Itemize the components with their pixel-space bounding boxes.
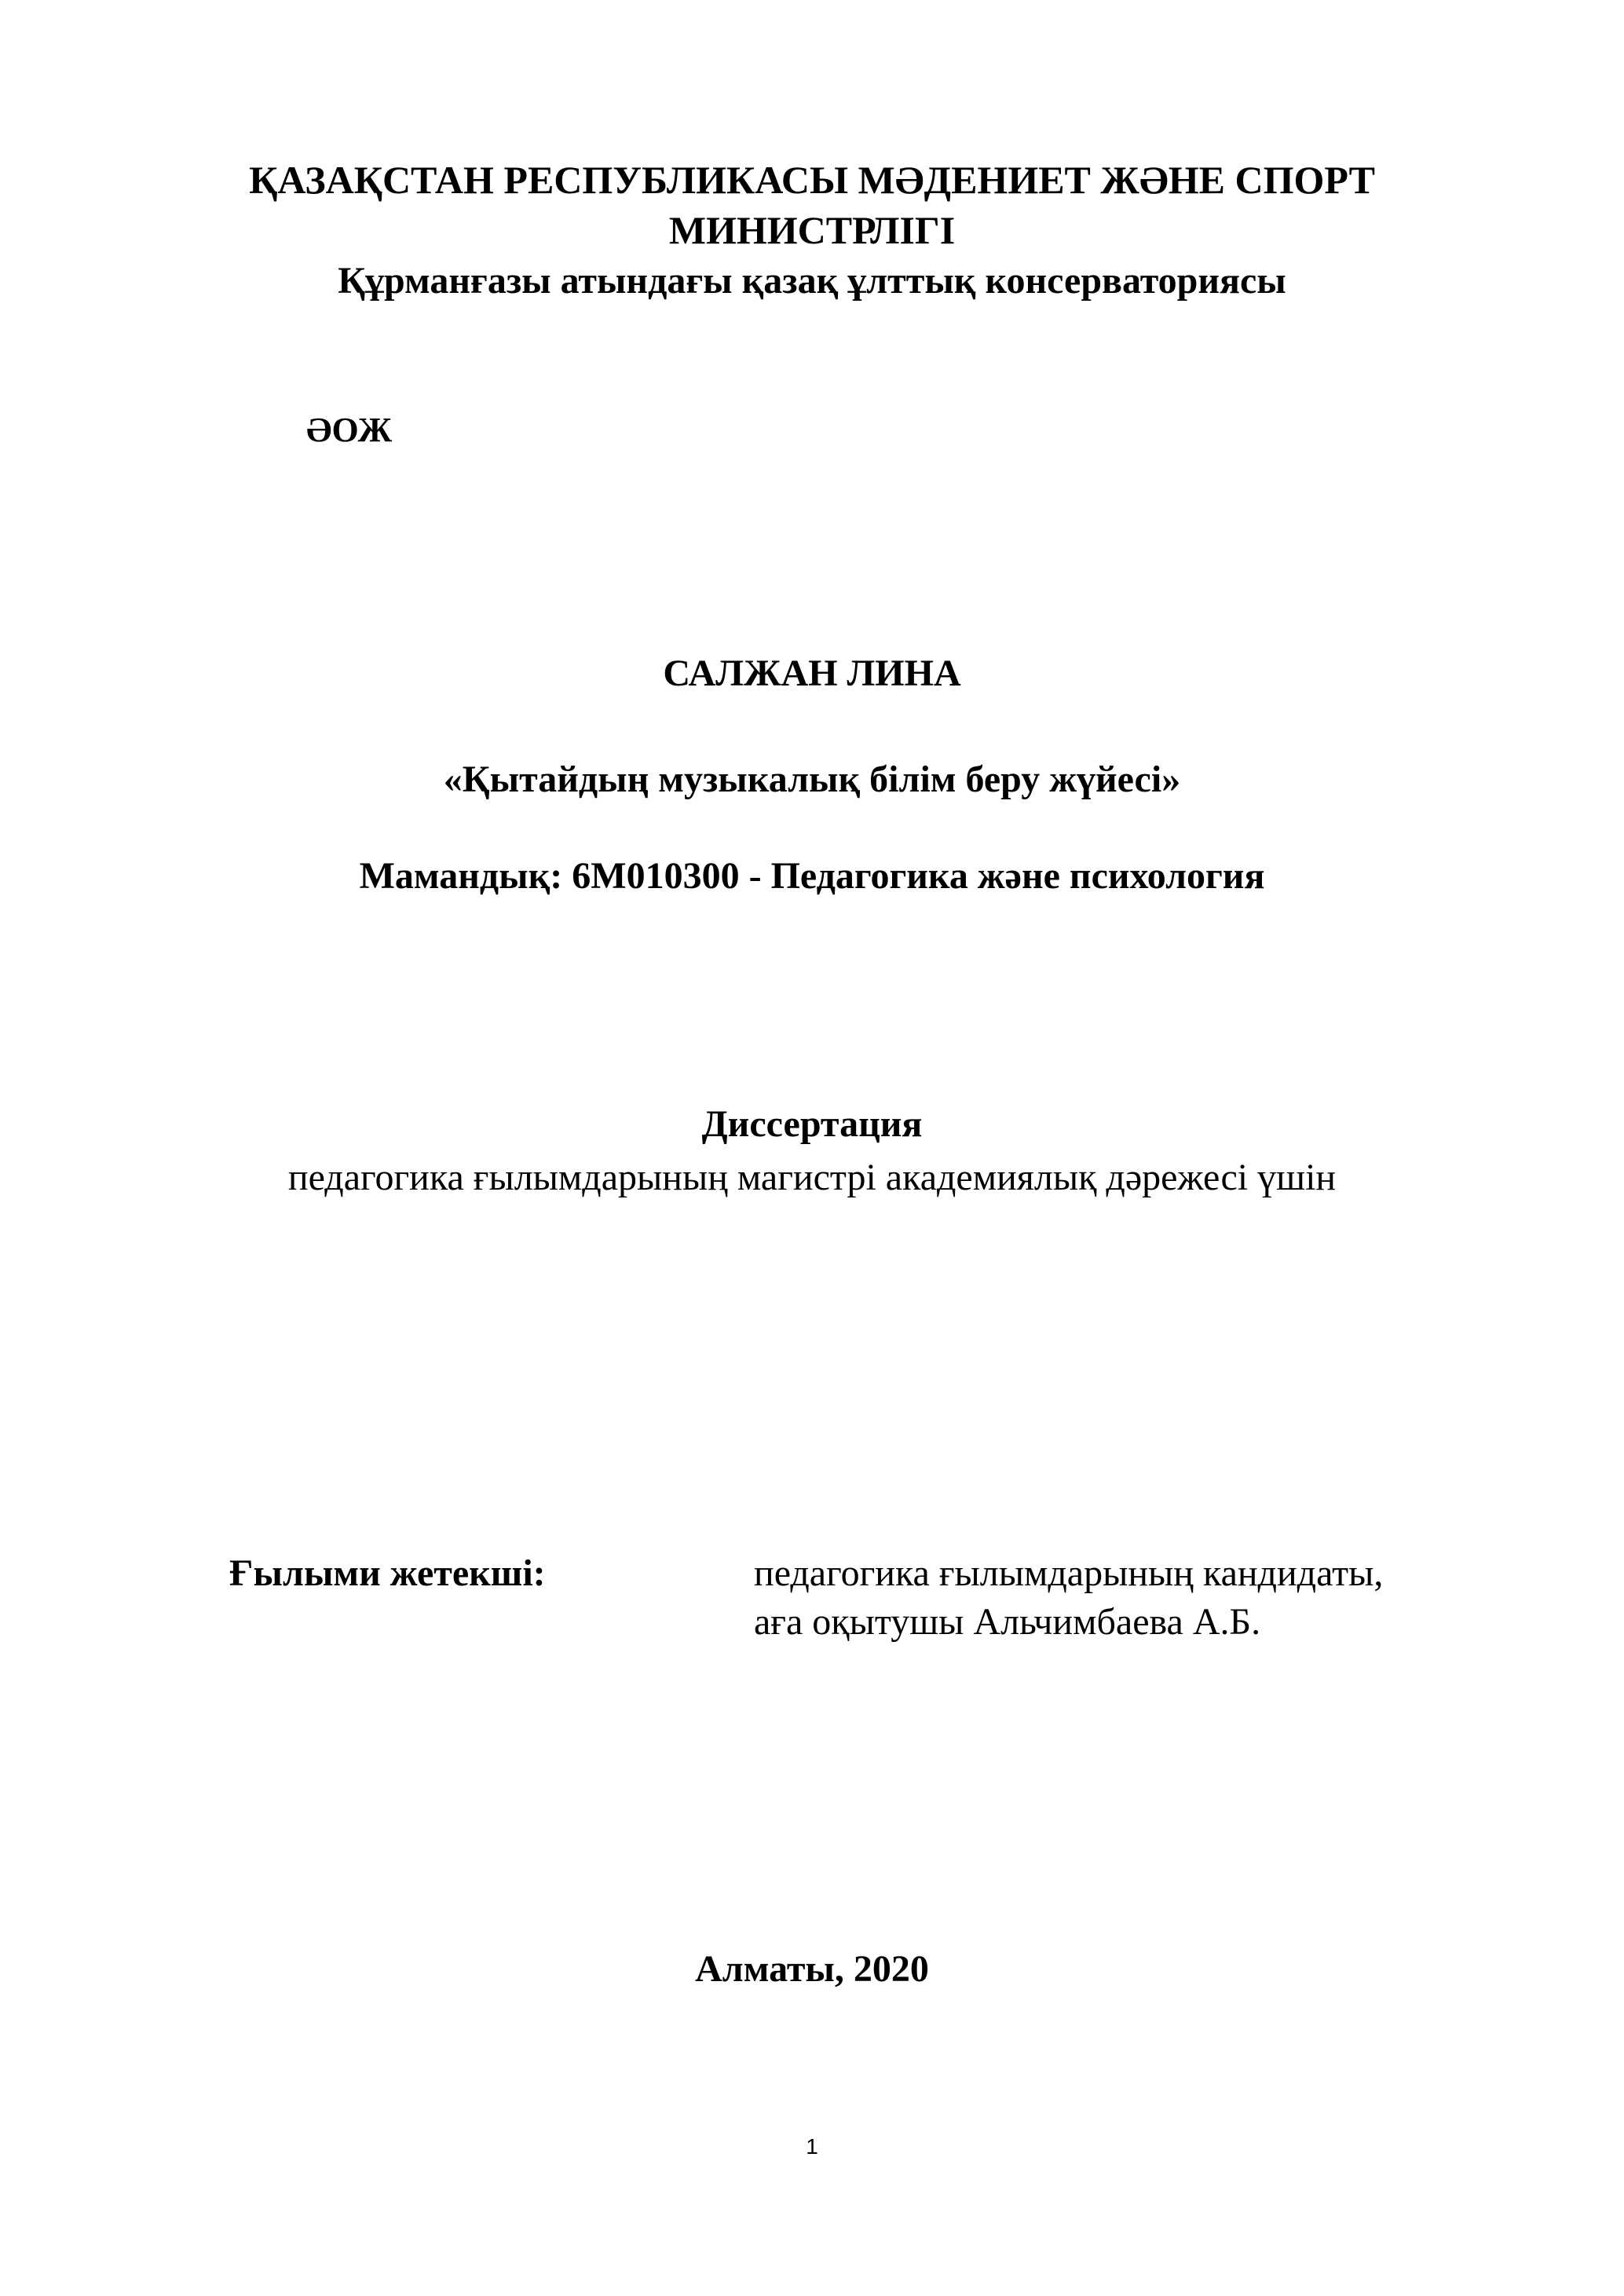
place-year: Алматы, 2020 [695, 1948, 929, 1990]
supervisor-title: педагогика ғылымдарының кандидаты, [754, 1552, 1384, 1594]
work-type: Диссертация [701, 1103, 923, 1145]
ministry-name-line2: МИНИСТРЛІГІ [668, 208, 956, 252]
thesis-title: «Қытайдың музыкалық білім беру жүйесі» [443, 759, 1181, 800]
supervisor-name: аға оқытушы Альчимбаева А.Б. [754, 1601, 1261, 1643]
udk-label: ӘОЖ [306, 411, 393, 449]
institution-name: Құрманғазы атындағы қазақ ұлттық консерваториясы [338, 260, 1286, 302]
page-number: 1 [806, 2134, 818, 2159]
specialty: Мамандық: 6М010300 - Педагогика және психология [359, 855, 1265, 897]
degree-description: педагогика ғылымдарының магистрі академиялық дәрежесі үшін [287, 1157, 1337, 1198]
ministry-name-line1: ҚАЗАҚСТАН РЕСПУБЛИКАСЫ МӘДЕНИЕТ ЖӘНЕ СПОРТ [249, 158, 1375, 202]
author-name: САЛЖАН ЛИНА [663, 653, 961, 694]
supervisor-label: Ғылыми жетекші: [229, 1552, 546, 1594]
